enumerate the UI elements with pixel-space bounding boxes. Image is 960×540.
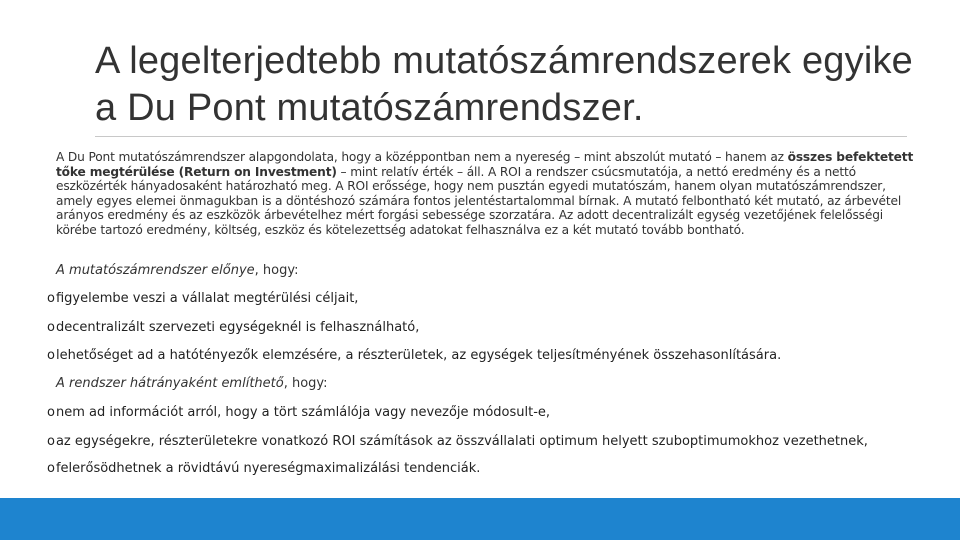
advantage-text: lehetőséget ad a hatótényezők elemzésére, a részterületek, az egységek teljesítményének összehasonlítására. (55, 348, 782, 363)
slide-title: A legelterjedtebb mutatószámrendszerek egyike a Du Pont mutatószámrendszer. (95, 40, 914, 129)
advantage-text: figyelembe veszi a vállalat megtérülési céljait, (55, 291, 359, 306)
advantage-text: decentralizált szervezeti egységeknél is felhasználható, (55, 320, 420, 335)
disadvantages-heading-italic: A rendszer hátrányaként említhető (56, 376, 284, 391)
intro-bold-text: összes befektetett tőke megtérülése (Return on Investment) (56, 150, 914, 179)
advantages-heading-suffix: , hogy: (254, 263, 299, 278)
intro-paragraph (56, 150, 916, 238)
footer-band (0, 498, 960, 540)
disadvantages-heading (56, 376, 328, 391)
disadvantage-text: nem ad információt arról, hogy a tört számlálója vagy nevezője módosult-e, (55, 405, 551, 420)
bullet-marker: o (47, 461, 55, 476)
advantages-heading (56, 263, 299, 278)
intro-text-1: A Du Pont mutatószámrendszer alapgondolata, hogy a középpontban nem a nyereség – mint abszolút mutató – hanem az (56, 150, 788, 164)
advantages-heading-italic: A mutatószámrendszer előnye (56, 263, 255, 278)
disadvantage-item (47, 461, 947, 476)
advantage-item (47, 291, 947, 306)
disadvantage-item (47, 434, 947, 449)
disadvantage-item (47, 405, 947, 420)
disadvantages-heading-suffix: , hogy: (283, 376, 328, 391)
advantage-item (47, 348, 947, 363)
disadvantage-text: felerősödhetnek a rövidtávú nyereségmaximalizálási tendenciák. (55, 461, 481, 476)
bullet-marker: o (47, 434, 55, 449)
disadvantage-text: az egységekre, részterületekre vonatkozó ROI számítások az összvállalati optimum helyett szuboptimumokhoz vezethetnek, (55, 434, 868, 449)
advantage-item (47, 320, 947, 335)
bullet-marker: o (47, 348, 55, 363)
intro-text-2: – mint relatív érték – áll. A ROI a rendszer csúcsmutatója, a nettó eredmény és a nettó eszközérték hányadosaként határozható meg. A ROI erőssége, hogy nem pusztán egyedi mutatószám, hanem olyan mutatószámrendszer, amely egyes elemei önmagukban is a döntéshozó számára fontos jelentéstartalommal bírnak. A mutató felbontható két mutató, az árbevétel arányos eredmény és az eszközök árbevételhez mért forgási sebessége szorzatára. Az adott decentralizált egység vezetőjének felelősségi körébe tartozó eredmény, költség, eszköz és kötelezettség adatokat felhasználva ez a két mutató tovább bontható. (56, 164, 902, 237)
bullet-marker: o (47, 320, 55, 335)
bullet-marker: o (47, 291, 55, 306)
bullet-marker: o (47, 405, 55, 420)
title-divider (95, 136, 907, 137)
